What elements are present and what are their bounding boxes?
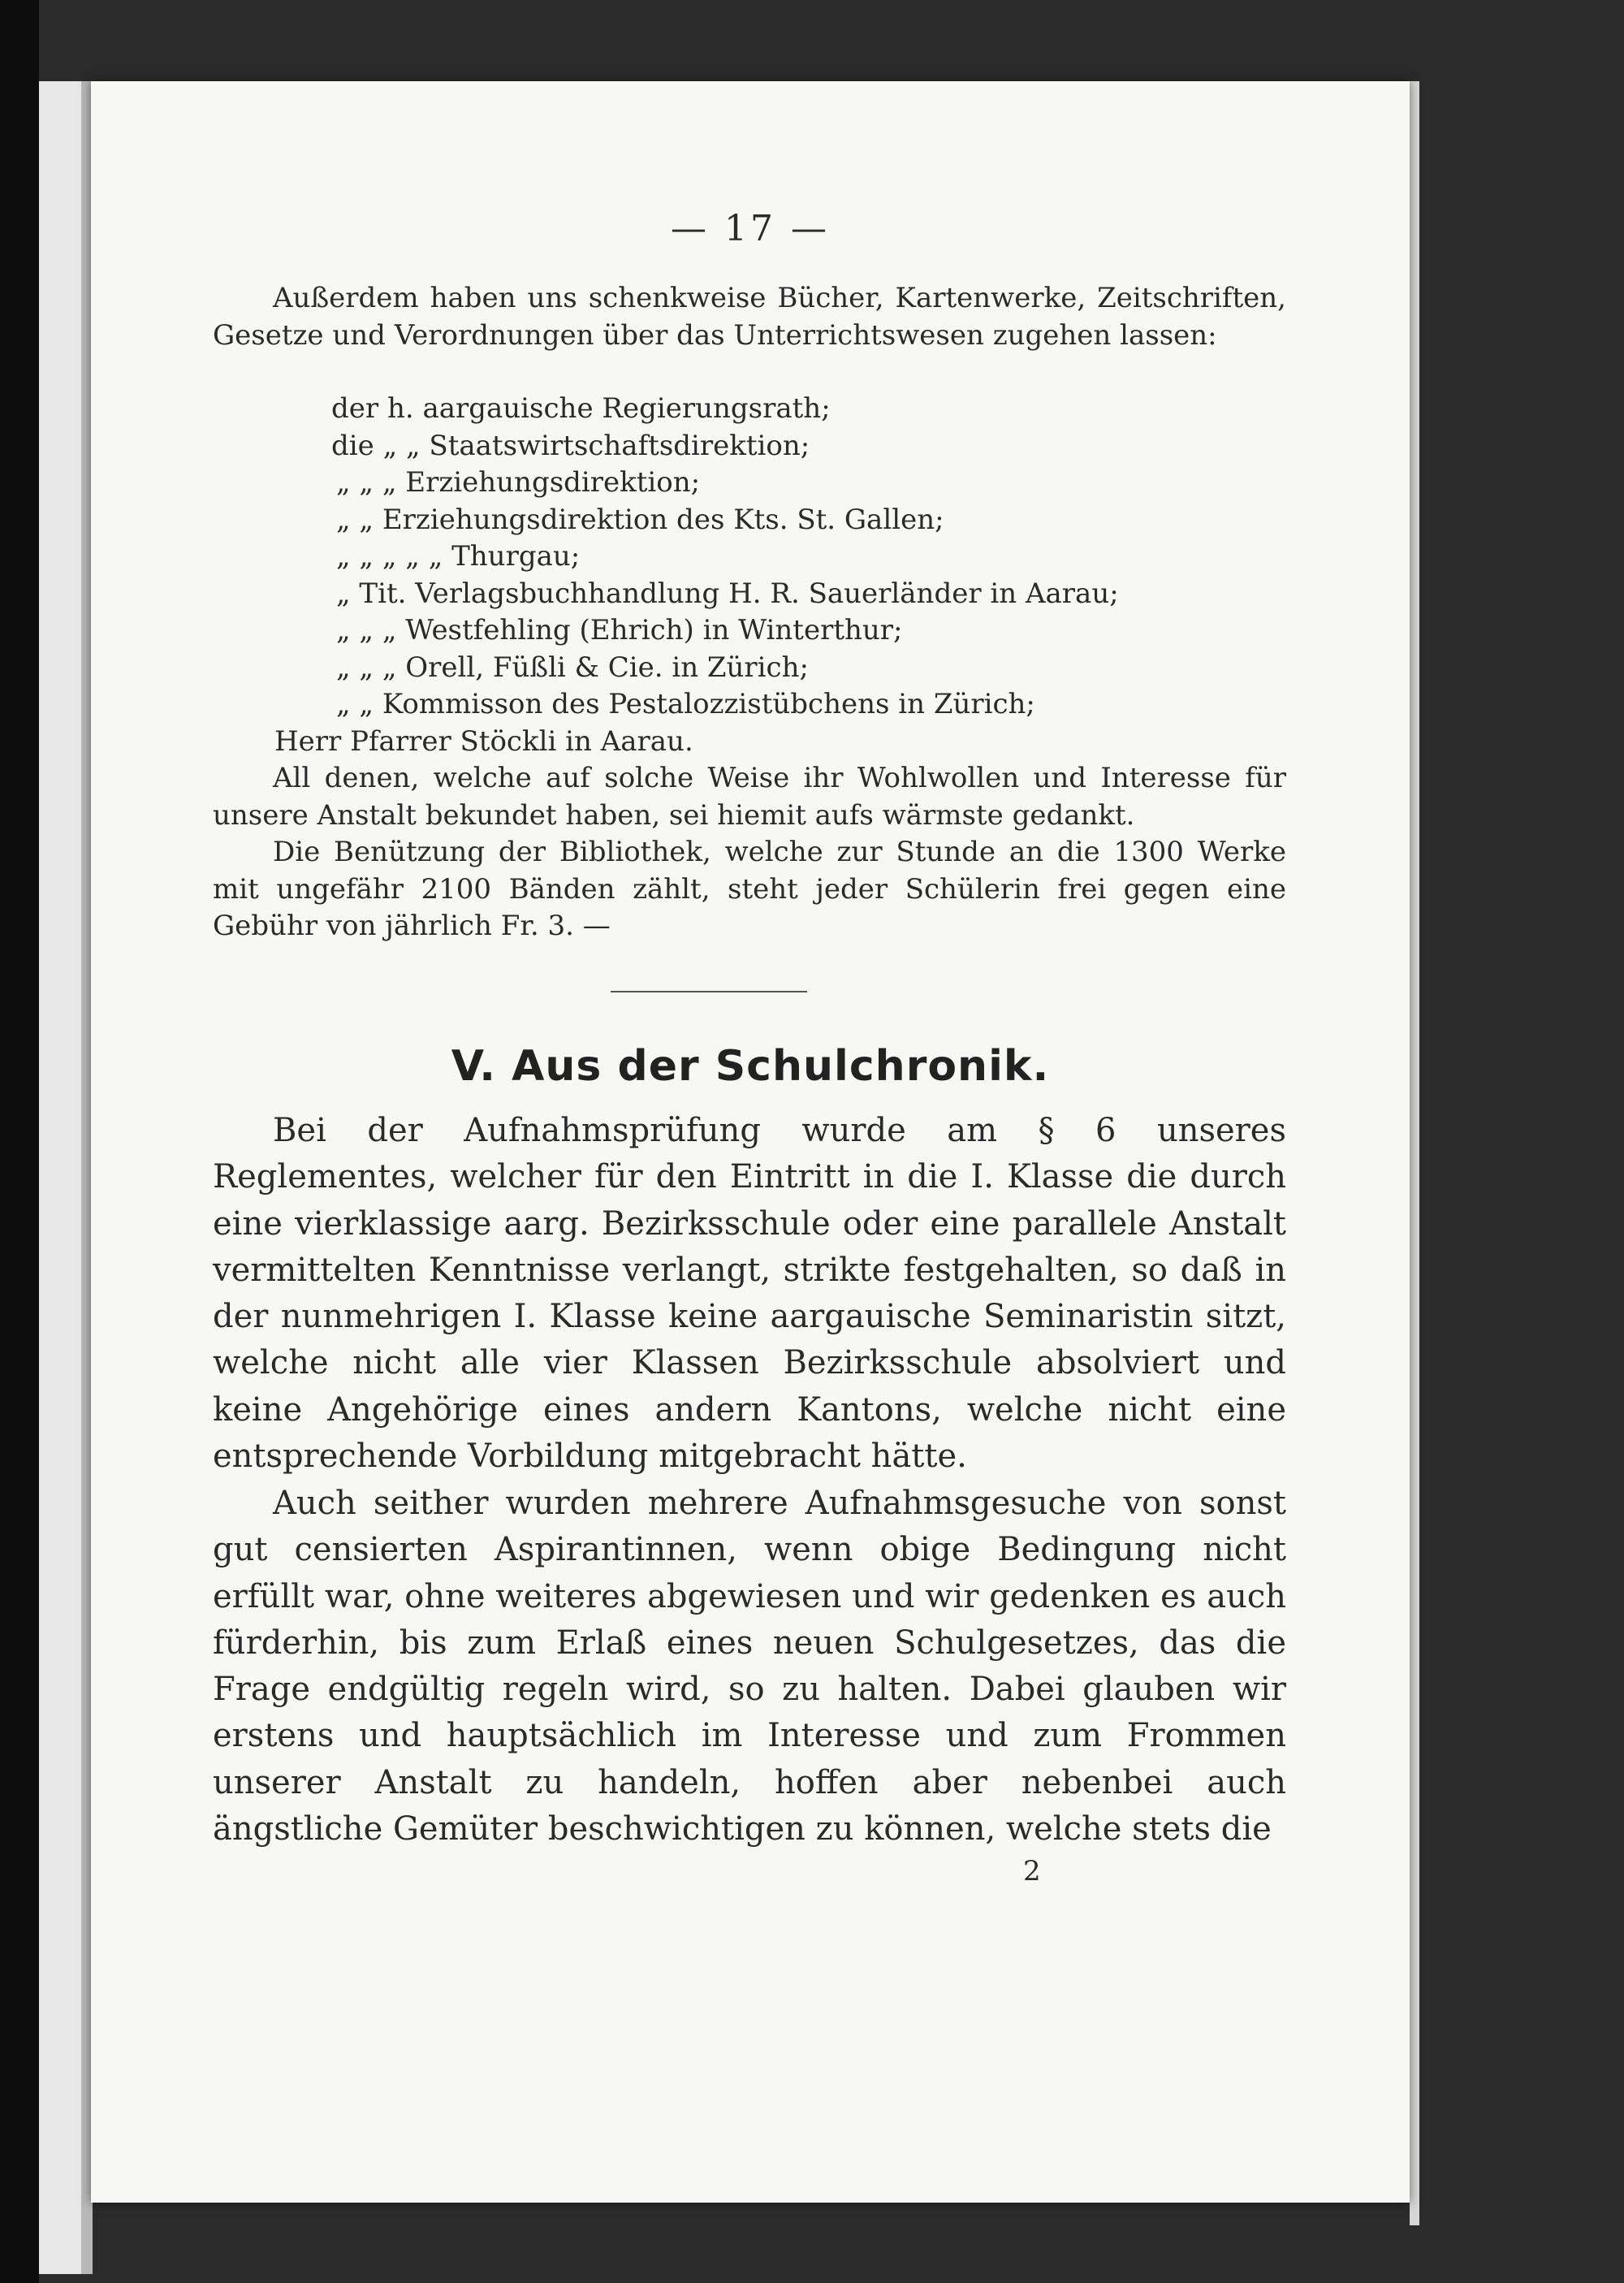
donor-item: „ „ „ Orell, Füßli & Cie. in Zürich;: [336, 651, 809, 684]
donor-item: „ „ „ „ „ Thurgau;: [336, 540, 581, 573]
donor-item-last: Herr Pfarrer Stöckli in Aarau.: [274, 724, 693, 758]
paragraph-thanks: All denen, welche auf solche Weise ihr Wohlwollen und Interesse für unsere Anstalt bekundet haben, sei hiemit aufs wärmste gedankt.: [213, 762, 1286, 832]
donor-item: „ „ Erziehungsdirektion des Kts. St. Gallen;: [336, 503, 944, 536]
donor-list: [213, 391, 1286, 760]
section-divider: [611, 991, 807, 992]
book-spine-shadow: [0, 0, 39, 2283]
paragraph-chronik-continued: Auch seither wurden mehrere Aufnahmsgesuche von sonst gut censierten Aspirantinnen, wenn obige Bedingung nicht erfüllt war, ohne weiteres abgewiesen und wir gedenken es auch fürderhin, bis zum Erlaß eines neuen Schulgesetzes, das die Frage endgültig regeln wird, so zu halten. Dabei glauben wir erstens und hauptsächlich im Interesse und zum Frommen unserer Anstalt zu handeln, hoffen aber nebenbei auch ängstliche Gemüter beschwichtigen zu können, welche stets die: [213, 1485, 1286, 1848]
signature-mark: 2: [1023, 1855, 1041, 1887]
donor-item: die „ „ Staatswirtschaftsdirektion;: [331, 429, 810, 462]
donor-item: „ „ „ Westfehling (Ehrich) in Winterthur;: [336, 614, 903, 646]
paragraph-donations-intro: Außerdem haben uns schenkweise Bücher, Kartenwerke, Zeitschriften, Gesetze und Verordnungen über das Unterrichtswesen zugehen lassen:: [213, 282, 1286, 352]
paragraph-chronik-admission: Bei der Aufnahmsprüfung wurde am § 6 unseres Reglementes, welcher für den Eintritt in die I. Klasse die durch eine vierklassige aarg. Bezirksschule oder eine parallele Anstalt vermittelten Kenntnisse verlangt, strikte festgehalten, so daß in der nunmehrigen I. Klasse keine aargauische Seminaristin sitzt, welche nicht alle vier Klassen Bezirksschule absolviert und keine Angehörige eines andern Kantons, welche nicht eine entsprechende Vorbildung mitgebracht hätte.: [213, 1112, 1286, 1476]
page-edge-shadow: [1410, 81, 1419, 2225]
page-number: — 17 —: [671, 208, 830, 249]
book-page: [91, 81, 1410, 2203]
donor-item: „ Tit. Verlagsbuchhandlung H. R. Sauerländer in Aarau;: [336, 577, 1119, 610]
section-heading: V. Aus der Schulchronik.: [451, 1042, 1050, 1091]
donor-item: „ „ „ Erziehungsdirektion;: [336, 466, 701, 499]
donor-item: der h. aargauische Regierungsrath;: [331, 392, 831, 425]
donor-item: „ „ Kommisson des Pestalozzistübchens in Zürich;: [336, 688, 1035, 720]
paragraph-library: Die Benützung der Bibliothek, welche zur Stunde an die 1300 Werke mit ungefähr 2100 Bänden zählt, steht jeder Schülerin frei gegen eine Gebühr von jährlich Fr. 3. —: [213, 836, 1286, 942]
